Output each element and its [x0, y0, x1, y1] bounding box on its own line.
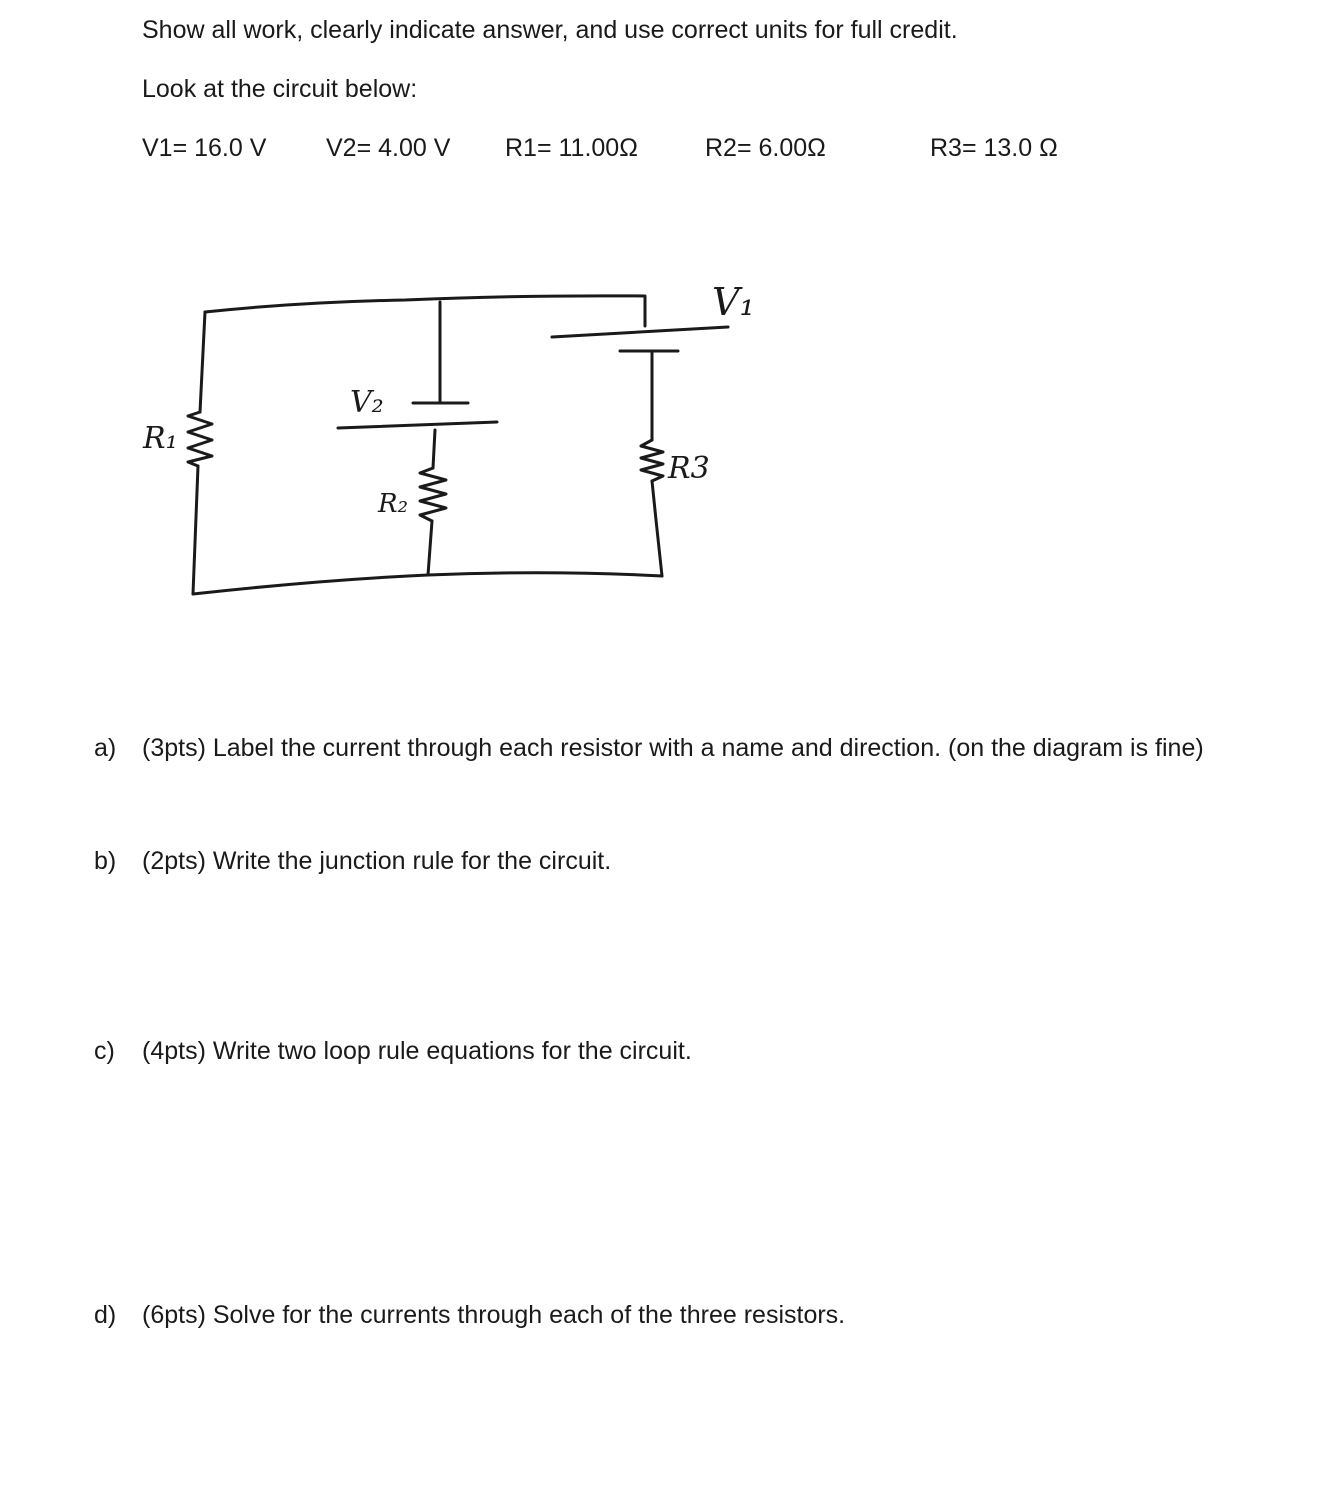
label-r3: R3 [668, 451, 710, 486]
question-b-text: (2pts) Write the junction rule for the circuit. [142, 847, 612, 875]
label-r2: R₂ [378, 489, 408, 519]
resistor-r1 [188, 412, 212, 466]
given-v2: V2= 4.00 V [326, 134, 451, 162]
battery-v1-long-plate [552, 327, 728, 337]
question-d-label: d) [94, 1301, 117, 1329]
wire-middle-lower-a [433, 430, 435, 468]
circuit-prompt: Look at the circuit below: [142, 75, 418, 103]
given-r2: R2= 6.00Ω [705, 134, 826, 162]
wire-left-upper [200, 312, 205, 412]
question-c-label: c) [94, 1037, 115, 1065]
wire-right-lower [652, 481, 662, 576]
battery-v2-long-plate [338, 422, 497, 428]
instructions-text: Show all work, clearly indicate answer, and use correct units for full credit. [142, 16, 958, 44]
resistor-r3 [641, 440, 663, 481]
given-r1: R1= 11.00Ω [505, 134, 638, 162]
question-a-text: (3pts) Label the current through each resistor with a name and direction. (on the diagram is fine) [142, 734, 1204, 762]
wire-middle-lower-b [428, 521, 432, 575]
question-b-label: b) [94, 847, 117, 875]
circuit-diagram [0, 250, 820, 630]
wire-left-lower [193, 466, 198, 594]
question-c-text: (4pts) Write two loop rule equations for the circuit. [142, 1037, 692, 1065]
given-r3: R3= 13.0 Ω [930, 134, 1058, 162]
label-v1: V₁ [712, 280, 755, 324]
question-d-text: (6pts) Solve for the currents through each of the three resistors. [142, 1301, 846, 1329]
given-v1: V1= 16.0 V [142, 134, 267, 162]
question-a-label: a) [94, 734, 117, 762]
wire-top [205, 296, 645, 326]
label-v2: V₂ [350, 385, 384, 420]
label-r1: R₁ [143, 421, 178, 456]
resistor-r2 [420, 468, 446, 521]
